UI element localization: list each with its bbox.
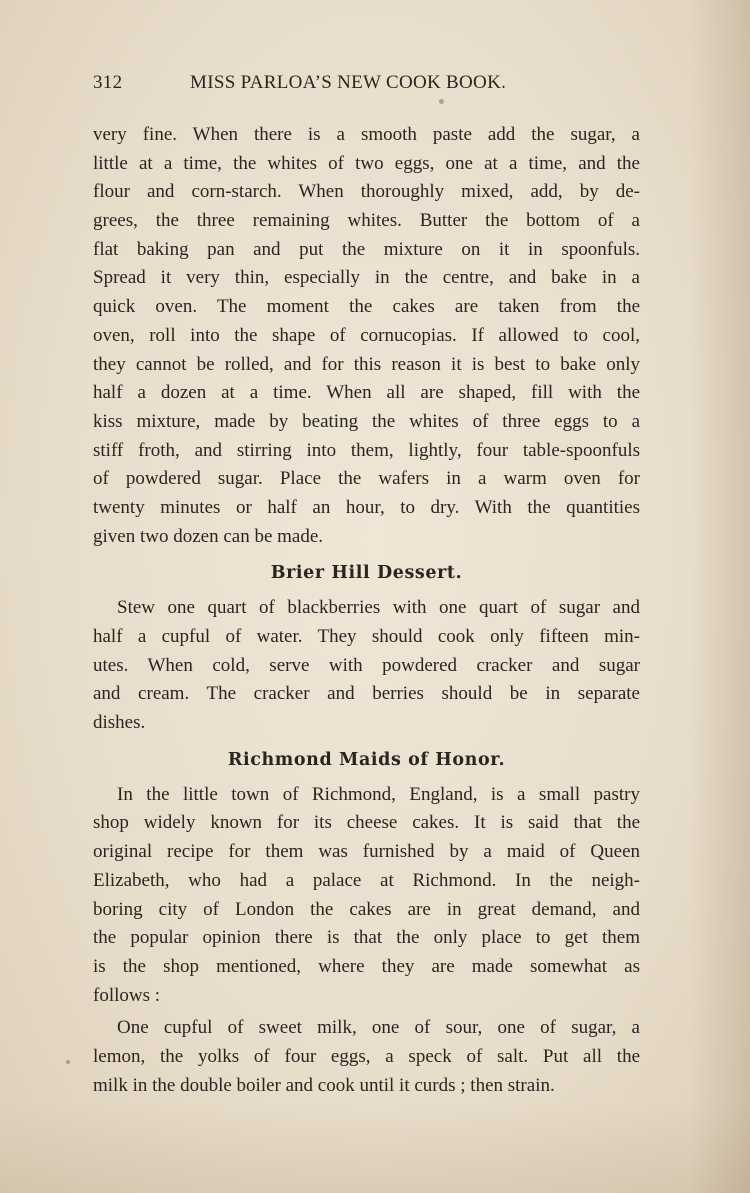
page-body (93, 121, 640, 1100)
paragraph-richmond-recipe (93, 1014, 640, 1100)
recipe-heading-brier-hill: Brier Hill Dessert. (270, 563, 463, 584)
text-line: of powdered sugar. Place the wafers in a warm oven for (93, 468, 640, 490)
paragraph-brier-hill (93, 594, 640, 737)
text-line: the popular opinion there is that the only place to get them (93, 927, 640, 949)
ink-speck (66, 1060, 70, 1064)
page-bottom-stain (0, 1103, 750, 1193)
ink-speck (439, 99, 444, 104)
text-line: quick oven. The moment the cakes are taken from the (93, 296, 640, 318)
text-line: kiss mixture, made by beating the whites of three eggs to a (93, 410, 640, 432)
text-line: given two dozen can be made. (93, 525, 324, 547)
text-line: In the little town of Richmond, England, is a small pastry (117, 783, 640, 805)
text-line: original recipe for them was furnished by a maid of Queen (93, 841, 640, 863)
text-line: follows : (93, 984, 161, 1006)
text-line: Stew one quart of blackberries with one quart of sugar and (117, 597, 640, 619)
running-header (93, 72, 640, 102)
text-line: twenty minutes or half an hour, to dry. With the quantities (93, 496, 640, 518)
paragraph-wafers-continued (93, 121, 640, 551)
running-title: MISS PARLOA’S NEW COOK BOOK. (190, 72, 507, 93)
text-line: half a cupful of water. They should cook only fifteen min- (93, 626, 640, 647)
text-line: milk in the double boiler and cook until it curds ; then strain. (93, 1074, 555, 1096)
text-line: boring city of London the cakes are in great demand, and (93, 898, 640, 920)
text-line: very fine. When there is a smooth paste add the sugar, a (93, 124, 640, 145)
text-line: dishes. (93, 712, 146, 734)
text-line: they cannot be rolled, and for this reason it is best to bake only (93, 353, 640, 375)
text-line: One cupful of sweet milk, one of sour, one of sugar, a (117, 1017, 640, 1039)
text-line: Spread it very thin, especially in the centre, and bake in a (93, 267, 640, 289)
page-edge-shadow (690, 0, 750, 1193)
text-line: flat baking pan and put the mixture on it in spoonfuls. (93, 238, 640, 260)
recipe-heading-richmond: Richmond Maids of Honor. (227, 749, 506, 770)
text-line: half a dozen at a time. When all are shaped, fill with the (93, 382, 640, 404)
text-line: grees, the three remaining whites. Butter the bottom of a (93, 210, 640, 232)
text-line: utes. When cold, serve with powdered cracker and sugar (93, 654, 640, 676)
text-line: Elizabeth, who had a palace at Richmond. In the neigh- (93, 869, 640, 891)
text-line: is the shop mentioned, where they are made somewhat as (93, 955, 640, 977)
text-line: oven, roll into the shape of cornucopias. If allowed to cool, (93, 324, 640, 346)
text-line: and cream. The cracker and berries should be in separate (93, 683, 640, 705)
text-line: little at a time, the whites of two eggs, one at a time, and the (93, 152, 640, 174)
text-line: flour and corn-starch. When thoroughly mixed, add, by de- (93, 181, 640, 203)
text-line: shop widely known for its cheese cakes. It is said that the (93, 812, 640, 834)
text-line: lemon, the yolks of four eggs, a speck of salt. Put all the (93, 1045, 640, 1067)
text-line: stiff froth, and stirring into them, lightly, four table-spoonfuls (93, 439, 640, 461)
paragraph-richmond-history (93, 781, 640, 1011)
page-number: 312 (93, 72, 123, 93)
